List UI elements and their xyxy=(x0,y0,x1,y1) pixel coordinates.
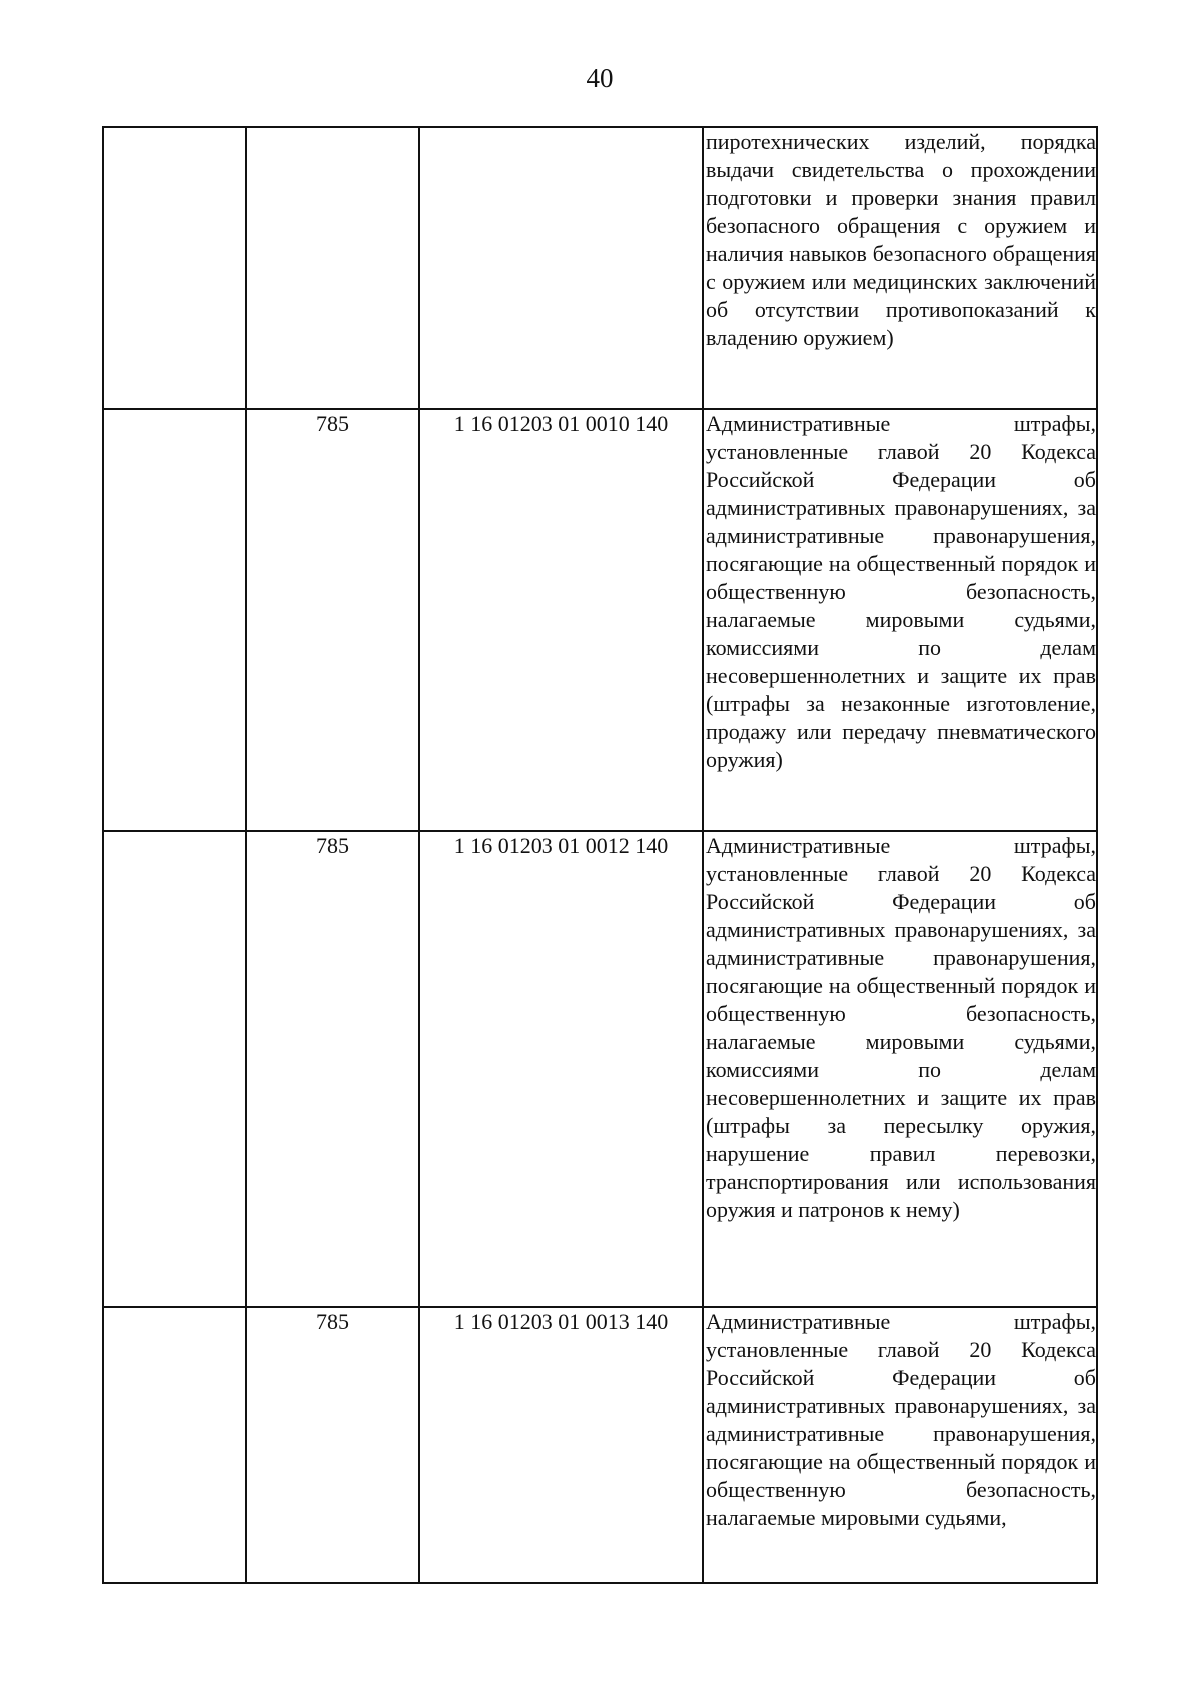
cell-budget-classification-code: 1 16 01203 01 0012 140 xyxy=(419,831,703,1307)
cell-empty xyxy=(103,1307,246,1583)
table-row xyxy=(103,1307,1097,1583)
cell-budget-classification-code xyxy=(419,127,703,409)
description-text: Административные штрафы, установленные главой 20 Кодекса Российской Федерации об административных правонарушениях, за административные правонарушения, посягающие на общественный порядок и общественную безопасность, налагаемые мировыми судьями, комиссиями по делам несовершеннолетних и защите их прав (штрафы за пересылку оружия, нарушение правил перевозки, транспортирования или использования оружия и патронов к нему) xyxy=(706,833,1096,1222)
cell-admin-code: 785 xyxy=(246,831,419,1307)
cell-budget-classification-code: 1 16 01203 01 0010 140 xyxy=(419,409,703,831)
table-row xyxy=(103,127,1097,409)
cell-description xyxy=(703,1307,1097,1583)
cell-empty xyxy=(103,831,246,1307)
cell-description xyxy=(703,409,1097,831)
description-text: Административные штрафы, установленные главой 20 Кодекса Российской Федерации об административных правонарушениях, за административные правонарушения, посягающие на общественный порядок и общественную безопасность, налагаемые мировыми судьями, xyxy=(706,1309,1096,1530)
cell-admin-code xyxy=(246,127,419,409)
cell-budget-classification-code: 1 16 01203 01 0013 140 xyxy=(419,1307,703,1583)
table-row xyxy=(103,831,1097,1307)
cell-empty xyxy=(103,409,246,831)
cell-description xyxy=(703,831,1097,1307)
cell-admin-code: 785 xyxy=(246,409,419,831)
budget-codes-table xyxy=(102,126,1098,1584)
description-text: Административные штрафы, установленные главой 20 Кодекса Российской Федерации об административных правонарушениях, за административные правонарушения, посягающие на общественный порядок и общественную безопасность, налагаемые мировыми судьями, комиссиями по делам несовершеннолетних и защите их прав (штрафы за незаконные изготовление, продажу или передачу пневматического оружия) xyxy=(706,411,1096,772)
description-text: пиротехнических изделий, порядка выдачи свидетельства о прохождении подготовки и проверки знания правил безопасного обращения с оружием и наличия навыков безопасного обращения с оружием или медицинских заключений об отсутствии противопоказаний к владению оружием) xyxy=(706,129,1096,350)
cell-description xyxy=(703,127,1097,409)
table-row xyxy=(103,409,1097,831)
page-number: 40 xyxy=(586,63,614,93)
cell-empty xyxy=(103,127,246,409)
cell-admin-code: 785 xyxy=(246,1307,419,1583)
